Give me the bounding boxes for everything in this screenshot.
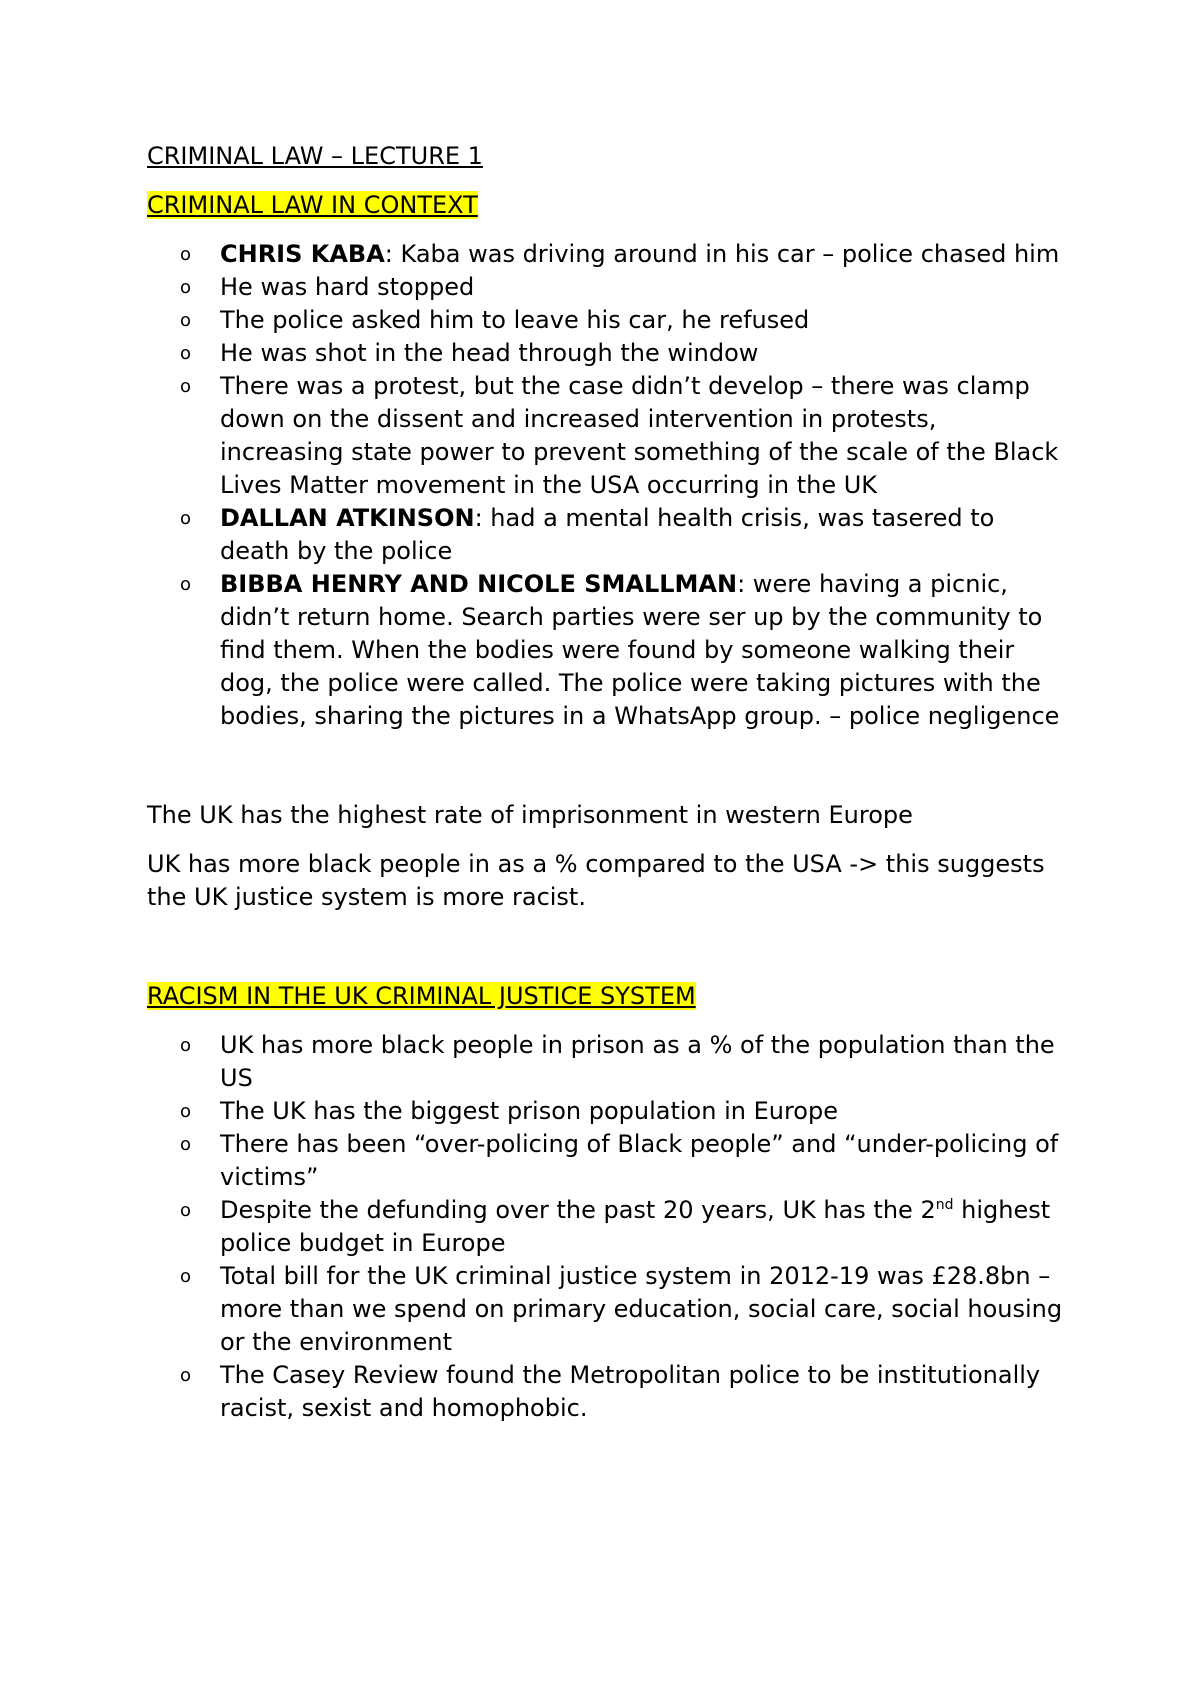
list-item-text: : Kaba was driving around in his car – police chased him	[384, 240, 1060, 268]
racism-bullet-list	[147, 1029, 1067, 1425]
list-item	[180, 337, 1067, 370]
list-item	[180, 1128, 1067, 1194]
bullet-marker: o	[180, 574, 192, 595]
bullet-marker: o	[180, 244, 192, 265]
list-item-text-post: highest police budget in Europe	[220, 1196, 1051, 1257]
list-item	[180, 1359, 1067, 1425]
list-item-text: He was hard stopped	[220, 273, 475, 301]
document-page	[147, 140, 1067, 1425]
list-item	[180, 1194, 1067, 1260]
section-heading-context-text: CRIMINAL LAW IN CONTEXT	[147, 191, 478, 219]
list-item-text: The Casey Review found the Metropolitan police to be institutionally racist, sexist and homophobic.	[220, 1361, 1041, 1422]
list-item-text: He was shot in the head through the window	[220, 339, 759, 367]
list-item-text: There has been “over-policing of Black people” and “under-policing of victims”	[220, 1130, 1059, 1191]
list-item	[180, 238, 1067, 271]
list-item	[180, 502, 1067, 568]
bullet-marker: o	[180, 343, 192, 364]
list-item-text: There was a protest, but the case didn’t develop – there was clamp down on the dissent and increased intervention in protests, increasing state power to prevent something of the scale of the Black Lives Matter movement in the USA occurring in the UK	[220, 372, 1059, 499]
bullet-marker: o	[180, 1101, 192, 1122]
list-item-text: : had a mental health crisis, was tasered to death by the police	[220, 504, 995, 565]
case-name: CHRIS KABA	[220, 240, 385, 268]
list-item	[180, 370, 1067, 502]
paragraph-comparison: UK has more black people in as a % compared to the USA -> this suggests the UK justice system is more racist.	[147, 850, 1045, 911]
list-item	[180, 1029, 1067, 1095]
ordinal-suffix: nd	[935, 1197, 954, 1213]
list-item-text: The police asked him to leave his car, he refused	[220, 306, 810, 334]
list-item-text: Total bill for the UK criminal justice system in 2012-19 was £28.8bn – more than we spend on primary education, social care, social housing or the environment	[220, 1262, 1063, 1356]
bullet-marker: o	[180, 1365, 192, 1386]
list-item	[180, 1260, 1067, 1359]
list-item	[180, 271, 1067, 304]
bullet-marker: o	[180, 508, 192, 529]
bullet-marker: o	[180, 1266, 192, 1287]
bullet-marker: o	[180, 310, 192, 331]
list-item	[180, 1095, 1067, 1128]
list-item	[180, 304, 1067, 337]
list-item	[180, 568, 1067, 733]
bullet-marker: o	[180, 277, 192, 298]
list-item-text: : were having a picnic, didn’t return home. Search parties were ser up by the community to find them. When the bodies were found by someone walking their dog, the police were called. The police were taking pictures with the bodies, sharing the pictures in a WhatsApp group. – police negligence	[220, 570, 1060, 730]
context-bullet-list	[147, 238, 1067, 733]
list-item-text: UK has more black people in prison as a % of the population than the US	[220, 1031, 1055, 1092]
bullet-marker: o	[180, 1035, 192, 1056]
bullet-marker: o	[180, 1200, 192, 1221]
paragraph-imprisonment: The UK has the highest rate of imprisonment in western Europe	[147, 801, 913, 829]
section-heading-racism	[147, 980, 1067, 1013]
document-title: CRIMINAL LAW – LECTURE 1	[147, 142, 483, 170]
list-item-text: The UK has the biggest prison population in Europe	[220, 1097, 838, 1125]
section-heading-context	[147, 189, 1067, 222]
list-item-text-pre: Despite the defunding over the past 20 years, UK has the 2	[220, 1196, 936, 1224]
bullet-marker: o	[180, 376, 192, 397]
case-name: BIBBA HENRY AND NICOLE SMALLMAN	[220, 570, 738, 598]
section-heading-racism-text: RACISM IN THE UK CRIMINAL JUSTICE SYSTEM	[147, 982, 696, 1010]
bullet-marker: o	[180, 1134, 192, 1155]
case-name: DALLAN ATKINSON	[220, 504, 475, 532]
